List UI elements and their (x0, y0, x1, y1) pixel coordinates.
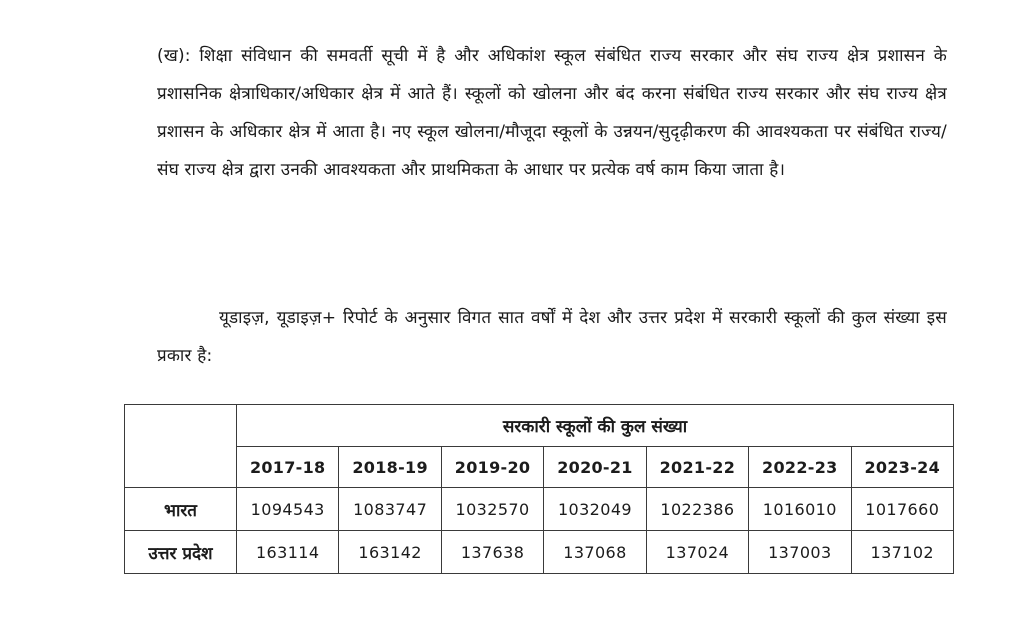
year-header: 2023-24 (851, 447, 953, 488)
table-cell: 163142 (339, 531, 441, 574)
table-cell: 1094543 (237, 488, 339, 531)
table-cell: 137638 (441, 531, 543, 574)
table-cell: 1083747 (339, 488, 441, 531)
year-header: 2020-21 (544, 447, 646, 488)
table-row-uttar-pradesh (125, 531, 954, 574)
table-corner-cell (125, 405, 237, 488)
table-cell: 1016010 (749, 488, 851, 531)
year-header: 2021-22 (646, 447, 748, 488)
year-header: 2022-23 (749, 447, 851, 488)
table-year-header-row (125, 447, 954, 488)
table-cell: 137024 (646, 531, 748, 574)
year-header: 2018-19 (339, 447, 441, 488)
table-cell: 137068 (544, 531, 646, 574)
table-cell: 1022386 (646, 488, 748, 531)
year-header: 2019-20 (441, 447, 543, 488)
year-header: 2017-18 (237, 447, 339, 488)
table-cell: 1032570 (441, 488, 543, 531)
table-group-header-row (125, 405, 954, 447)
table-cell: 137102 (851, 531, 953, 574)
row-label-uttar-pradesh: उत्तर प्रदेश (125, 531, 237, 574)
table-row-india (125, 488, 954, 531)
table-cell: 163114 (237, 531, 339, 574)
government-schools-table (124, 404, 954, 574)
row-label-india: भारत (125, 488, 237, 531)
table-group-title: सरकारी स्कूलों की कुल संख्या (237, 405, 954, 447)
paragraph-udise-intro: यूडाइज़, यूडाइज़+ रिपोर्ट के अनुसार विगत सात वर्षों में देश और उत्तर प्रदेश में सरकारी स्कूलों की कुल संख्या इस प्रकार है: (157, 308, 947, 366)
table-cell: 1017660 (851, 488, 953, 531)
paragraph-kha-education-jurisdiction: (ख): शिक्षा संविधान की समवर्ती सूची में है और अधिकांश स्कूल संबंधित राज्य सरकार और संघ राज्य क्षेत्र प्रशासन के प्रशासनिक क्षेत्राधिकार/अधिकार क्षेत्र में आते हैं। स्कूलों को खोलना और बंद करना संबंधित राज्य सरकार और संघ राज्य क्षेत्र प्रशासन के अधिकार क्षेत्र में आता है। नए स्कूल खोलना/मौजूदा स्कूलों के उन्नयन/सुदृढ़ीकरण की आवश्यकता पर संबंधित राज्य/संघ राज्य क्षेत्र द्वारा उनकी आवश्यकता और प्राथमिकता के आधार पर प्रत्येक वर्ष काम किया जाता है। (157, 46, 947, 180)
table-cell: 137003 (749, 531, 851, 574)
table-cell: 1032049 (544, 488, 646, 531)
